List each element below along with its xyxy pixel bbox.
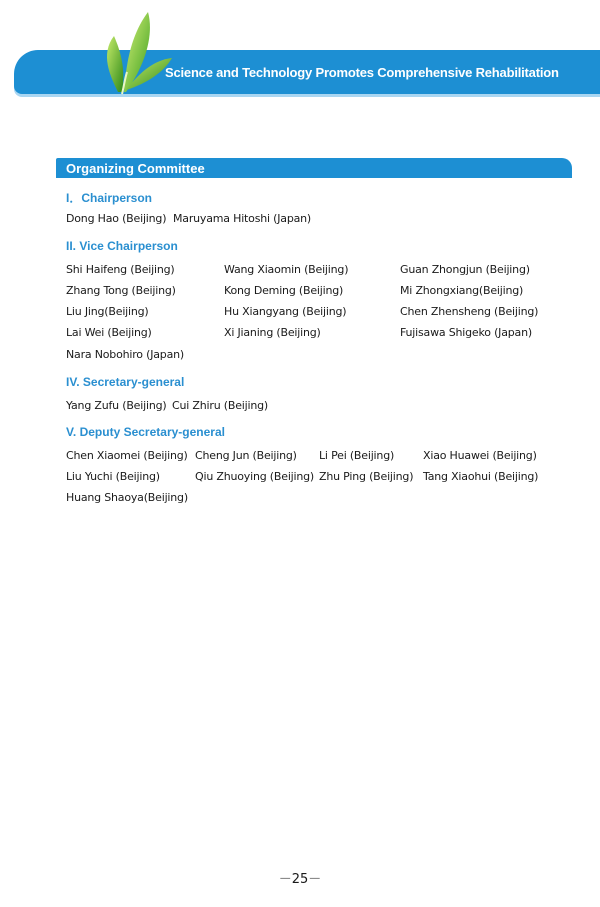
deputy-secretary-general-name: Li Pei (Beijing) [319, 449, 395, 462]
page-number: －25－ [278, 872, 322, 887]
deputy-secretary-general-name: Qiu Zhuoying (Beijing) [195, 470, 315, 483]
vice-chairperson-name: Nara Nobohiro (Japan) [66, 348, 184, 361]
vice-chairperson-name: Liu Jing(Beijing) [66, 305, 149, 318]
deputy-secretary-general-name: Tang Xiaohui (Beijing) [423, 470, 539, 483]
header-title: Science and Technology Promotes Comprehensive Rehabilitation [165, 65, 559, 80]
deputy-secretary-general-name: Huang Shaoya(Beijing) [66, 491, 188, 504]
vice-chairperson-name: Fujisawa Shigeko (Japan) [400, 326, 532, 339]
vice-chairperson-name: Zhang Tong (Beijing) [66, 284, 176, 297]
secretary-general-heading: IV. Secretary-general [66, 375, 185, 389]
vice-chairperson-name: Shi Haifeng (Beijing) [66, 263, 175, 276]
chairperson-name: Dong Hao (Beijing) [66, 212, 167, 225]
deputy-secretary-general-name: Chen Xiaomei (Beijing) [66, 449, 188, 462]
page-header [0, 0, 600, 110]
leaf-icon [96, 6, 176, 98]
chairperson-name: Maruyama Hitoshi (Japan) [173, 212, 312, 225]
vice-chairperson-name: Wang Xiaomin (Beijing) [224, 263, 349, 276]
deputy-secretary-general-name: Xiao Huawei (Beijing) [423, 449, 537, 462]
vice-chairperson-name: Mi Zhongxiang(Beijing) [400, 284, 524, 297]
vice-chairperson-name: Hu Xiangyang (Beijing) [224, 305, 347, 318]
chairperson-heading: I．Chairperson [66, 191, 153, 205]
vice-chairperson-heading: II. Vice Chairperson [66, 239, 178, 253]
vice-chairperson-name: Chen Zhensheng (Beijing) [400, 305, 539, 318]
deputy-secretary-general-heading: V. Deputy Secretary-general [66, 425, 225, 439]
vice-chairperson-name: Xi Jianing (Beijing) [224, 326, 321, 339]
vice-chairperson-name: Guan Zhongjun (Beijing) [400, 263, 530, 276]
deputy-secretary-general-name: Cheng Jun (Beijing) [195, 449, 297, 462]
secretary-general-name: Yang Zufu (Beijing) [66, 399, 167, 412]
vice-chairperson-name: Kong Deming (Beijing) [224, 284, 344, 297]
secretary-general-name: Cui Zhiru (Beijing) [172, 399, 268, 412]
deputy-secretary-general-name: Zhu Ping (Beijing) [319, 470, 414, 483]
vice-chairperson-name: Lai Wei (Beijing) [66, 326, 152, 339]
deputy-secretary-general-name: Liu Yuchi (Beijing) [66, 470, 160, 483]
section-title: Organizing Committee [66, 161, 205, 176]
